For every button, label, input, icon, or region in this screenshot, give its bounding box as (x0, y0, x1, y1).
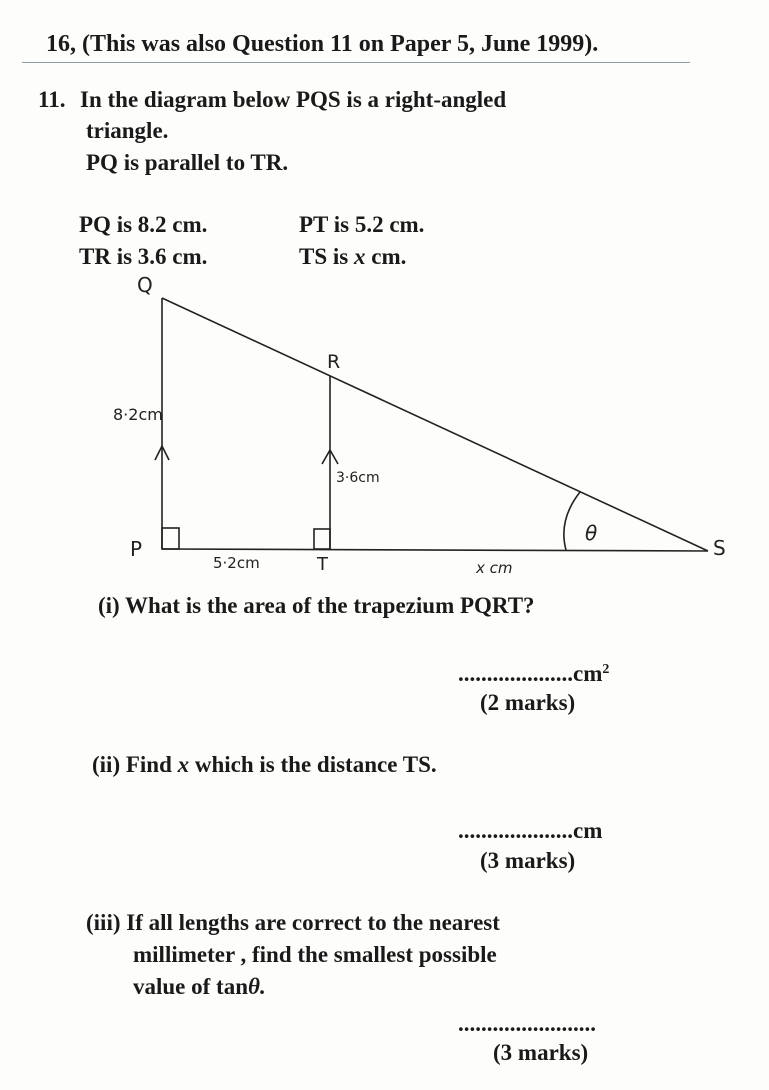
label-theta: θ (585, 521, 598, 545)
label-t: T (317, 554, 328, 575)
part-iii-line3 (133, 973, 266, 1001)
given-pt: PT is 5.2 cm. (299, 212, 425, 237)
part-iii-line2: millimeter , find the smallest possible (133, 942, 497, 967)
part-i-answer-line (458, 660, 609, 688)
angle-arc (564, 492, 580, 550)
label-s: S (713, 536, 726, 560)
part-iii-line1: (iii) If all lengths are correct to the nearest (86, 910, 500, 935)
length-tr: 3·6cm (336, 470, 380, 486)
part-i-marks: (2 marks) (480, 690, 576, 715)
question-number: 11. (38, 87, 66, 112)
length-pt: 5·2cm (213, 554, 260, 572)
label-r: R (327, 351, 341, 373)
part-ii-variable: x (177, 752, 190, 777)
part-i-answer-exponent: 2 (602, 662, 610, 677)
label-q: Q (137, 273, 153, 297)
part-i-answer-unit: cm (573, 661, 603, 686)
question-intro-line3: PQ is parallel to TR. (86, 150, 289, 175)
given-ts-variable: x (353, 244, 366, 269)
right-angle-t (314, 529, 330, 549)
part-iii-theta: θ. (248, 974, 266, 999)
question-intro-line2: triangle. (86, 118, 169, 143)
part-ii-marks: (3 marks) (480, 848, 576, 873)
part-i-answer-dots: .................... (458, 661, 573, 686)
part-iii-marks: (3 marks) (493, 1040, 589, 1065)
label-p: P (130, 537, 143, 561)
length-pq: 8·2cm (113, 405, 163, 424)
question-intro-line1: In the diagram below PQS is a right-angled (80, 87, 507, 112)
given-tr: TR is 3.6 cm. (79, 244, 208, 269)
side-ps (162, 549, 708, 551)
side-qs (162, 298, 708, 551)
part-ii-answer-line (458, 817, 602, 845)
part-ii-text-post: which is the distance TS. (194, 752, 437, 777)
given-ts-suffix: cm. (371, 244, 407, 269)
part-ii-text-pre: (ii) Find (92, 752, 172, 777)
part-iii-answer-dots: ........................ (458, 1011, 596, 1036)
right-angle-p (162, 528, 179, 549)
part-i-question: (i) What is the area of the trapezium PQRT? (98, 593, 535, 618)
part-ii-question (92, 751, 437, 779)
part-ii-answer-unit: cm (573, 818, 603, 843)
part-ii-answer-dots: .................... (458, 818, 573, 843)
given-pq: PQ is 8.2 cm. (79, 212, 208, 237)
part-iii-text-pre: value of tan (133, 974, 248, 999)
given-ts-prefix: TS is (299, 244, 349, 269)
page-title: 16, (This was also Question 11 on Paper 5, June 1999). (46, 31, 599, 57)
length-ts: x cm (476, 559, 513, 577)
